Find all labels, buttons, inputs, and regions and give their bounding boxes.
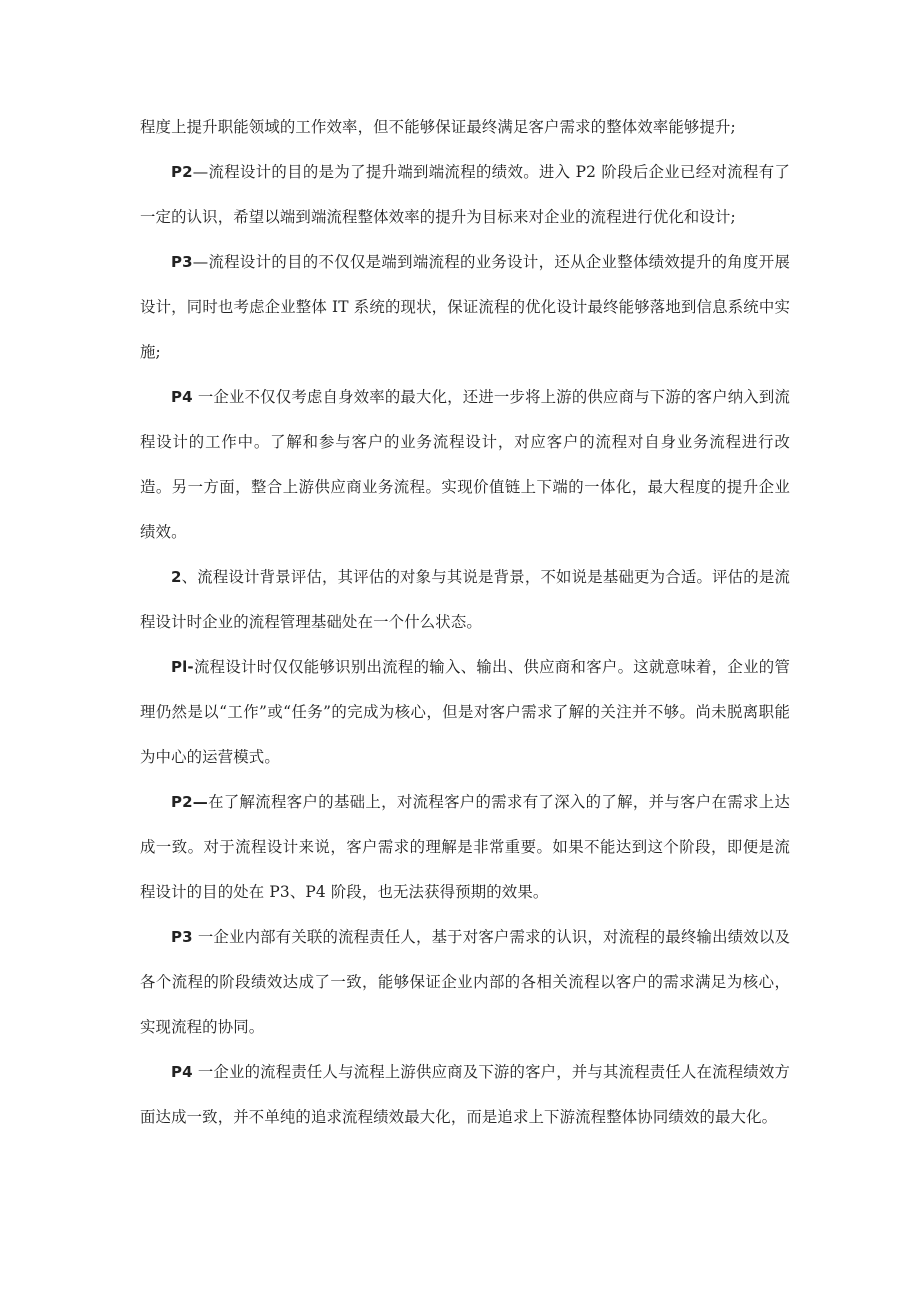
paragraph-p4-background (140, 1050, 790, 1140)
paragraph-text: 、流程设计背景评估，其评估的对象与其说是背景，不如说是基础更为合适。评估的是流程设计时企业的流程管理基础处在一个什么状态。 (140, 568, 790, 631)
paragraph-section-2 (140, 555, 790, 645)
paragraph-text: 程度上提升职能领域的工作效率，但不能够保证最终满足客户需求的整体效率能够提升; (140, 118, 736, 136)
paragraph-continuation (140, 105, 790, 150)
paragraph-p3-background (140, 915, 790, 1050)
paragraph-p3-purpose (140, 240, 790, 375)
paragraph-p4-purpose (140, 375, 790, 555)
paragraph-lead: P3 (171, 253, 193, 271)
paragraph-text: 一企业内部有关联的流程责任人，基于对客户需求的认识，对流程的最终输出绩效以及各个流程的阶段绩效达成了一致，能够保证企业内部的各相关流程以客户的需求满足为核心，实现流程的协同。 (140, 928, 790, 1036)
paragraph-text: 流程设计时仅仅能够识别出流程的输入、输出、供应商和客户。这就意味着，企业的管理仍然是以“工作”或“任务”的完成为核心，但是对客户需求了解的关注并不够。尚未脱离职能为中心的运营模式。 (140, 658, 790, 766)
paragraph-text: 一企业不仅仅考虑自身效率的最大化，还进一步将上游的供应商与下游的客户纳入到流程设计的工作中。了解和参与客户的业务流程设计，对应客户的流程对自身业务流程进行改造。另一方面，整合上游供应商业务流程。实现价值链上下端的一体化，最大程度的提升企业绩效。 (140, 388, 790, 541)
document-body (140, 105, 790, 1140)
paragraph-lead: P3 (171, 928, 193, 946)
paragraph-text: 在了解流程客户的基础上，对流程客户的需求有了深入的了解，并与客户在需求上达成一致。对于流程设计来说，客户需求的理解是非常重要。如果不能达到这个阶段，即便是流程设计的目的处在 P3、P4 阶段，也无法获得预期的效果。 (140, 793, 790, 901)
paragraph-lead: P4 (171, 388, 193, 406)
paragraph-lead: P2 (171, 163, 193, 181)
paragraph-text: —流程设计的目的不仅仅是端到端流程的业务设计，还从企业整体绩效提升的角度开展设计，同时也考虑企业整体 IT 系统的现状，保证流程的优化设计最终能够落地到信息系统中实施; (140, 253, 790, 361)
paragraph-p1-background (140, 645, 790, 780)
paragraph-text: 一企业的流程责任人与流程上游供应商及下游的客户，并与其流程责任人在流程绩效方面达成一致，并不单纯的追求流程绩效最大化，而是追求上下游流程整体协同绩效的最大化。 (140, 1063, 790, 1126)
paragraph-lead: 2 (171, 568, 182, 586)
paragraph-lead: P4 (171, 1063, 193, 1081)
paragraph-lead: Pl- (171, 658, 194, 676)
paragraph-p2-purpose (140, 150, 790, 240)
paragraph-text: —流程设计的目的是为了提升端到端流程的绩效。进入 P2 阶段后企业已经对流程有了一定的认识，希望以端到端流程整体效率的提升为目标来对企业的流程进行优化和设计; (140, 163, 790, 226)
paragraph-lead: P2— (171, 793, 208, 811)
paragraph-p2-background (140, 780, 790, 915)
